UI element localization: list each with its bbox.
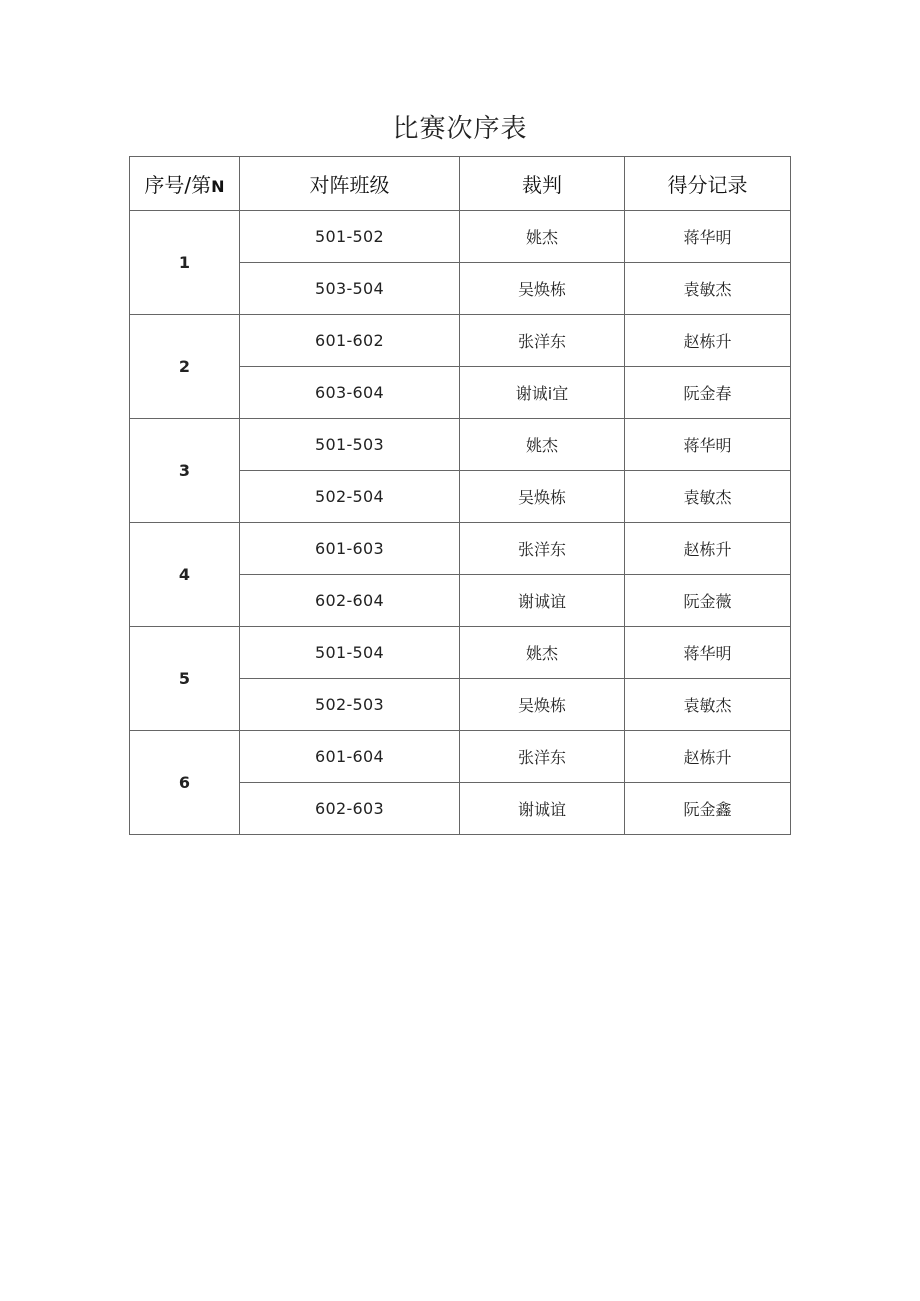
matchup-cell: 501-503 bbox=[240, 419, 460, 471]
page-title: 比赛次序表 bbox=[392, 114, 528, 144]
table-row bbox=[130, 731, 791, 783]
referee-cell: 谢诚i宜 bbox=[460, 367, 625, 419]
referee-cell: 谢诚谊 bbox=[460, 575, 625, 627]
matchup-cell: 603-604 bbox=[240, 367, 460, 419]
scorer-cell: 蒋华明 bbox=[625, 419, 791, 471]
table-row bbox=[130, 627, 791, 679]
scorer-cell: 阮金薇 bbox=[625, 575, 791, 627]
matchup-cell: 503-504 bbox=[240, 263, 460, 315]
matchup-cell: 602-604 bbox=[240, 575, 460, 627]
referee-cell: 谢诚谊 bbox=[460, 783, 625, 835]
table-row bbox=[130, 211, 791, 263]
table-row bbox=[130, 523, 791, 575]
scorer-cell: 蒋华明 bbox=[625, 211, 791, 263]
table-header-row bbox=[130, 157, 791, 211]
round-number: 3 bbox=[130, 419, 240, 523]
matchup-cell: 502-504 bbox=[240, 471, 460, 523]
header-matchup: 对阵班级 bbox=[240, 157, 460, 211]
scorer-cell: 赵栋升 bbox=[625, 523, 791, 575]
referee-cell: 姚杰 bbox=[460, 627, 625, 679]
scorer-cell: 袁敏杰 bbox=[625, 263, 791, 315]
header-seq-label: 序号/第 bbox=[144, 173, 212, 197]
referee-cell: 吴焕栋 bbox=[460, 263, 625, 315]
referee-cell: 吴焕栋 bbox=[460, 471, 625, 523]
table-row bbox=[130, 315, 791, 367]
scorer-cell: 蒋华明 bbox=[625, 627, 791, 679]
matchup-cell: 501-504 bbox=[240, 627, 460, 679]
match-schedule-table bbox=[129, 156, 791, 835]
referee-cell: 张洋东 bbox=[460, 731, 625, 783]
round-number: 1 bbox=[130, 211, 240, 315]
matchup-cell: 601-602 bbox=[240, 315, 460, 367]
matchup-cell: 502-503 bbox=[240, 679, 460, 731]
scorer-cell: 袁敏杰 bbox=[625, 679, 791, 731]
matchup-cell: 601-603 bbox=[240, 523, 460, 575]
round-number: 6 bbox=[130, 731, 240, 835]
scorer-cell: 阮金春 bbox=[625, 367, 791, 419]
referee-cell: 姚杰 bbox=[460, 419, 625, 471]
round-number: 2 bbox=[130, 315, 240, 419]
matchup-cell: 501-502 bbox=[240, 211, 460, 263]
header-seq-suffix: N bbox=[211, 177, 225, 196]
referee-cell: 张洋东 bbox=[460, 315, 625, 367]
header-seq bbox=[130, 157, 240, 211]
header-referee: 裁判 bbox=[460, 157, 625, 211]
scorer-cell: 赵栋升 bbox=[625, 315, 791, 367]
referee-cell: 张洋东 bbox=[460, 523, 625, 575]
scorer-cell: 袁敏杰 bbox=[625, 471, 791, 523]
table-row bbox=[130, 419, 791, 471]
round-number: 4 bbox=[130, 523, 240, 627]
scorer-cell: 赵栋升 bbox=[625, 731, 791, 783]
matchup-cell: 602-603 bbox=[240, 783, 460, 835]
referee-cell: 姚杰 bbox=[460, 211, 625, 263]
round-number: 5 bbox=[130, 627, 240, 731]
matchup-cell: 601-604 bbox=[240, 731, 460, 783]
referee-cell: 吴焕栋 bbox=[460, 679, 625, 731]
header-scorer: 得分记录 bbox=[625, 157, 791, 211]
scorer-cell: 阮金鑫 bbox=[625, 783, 791, 835]
